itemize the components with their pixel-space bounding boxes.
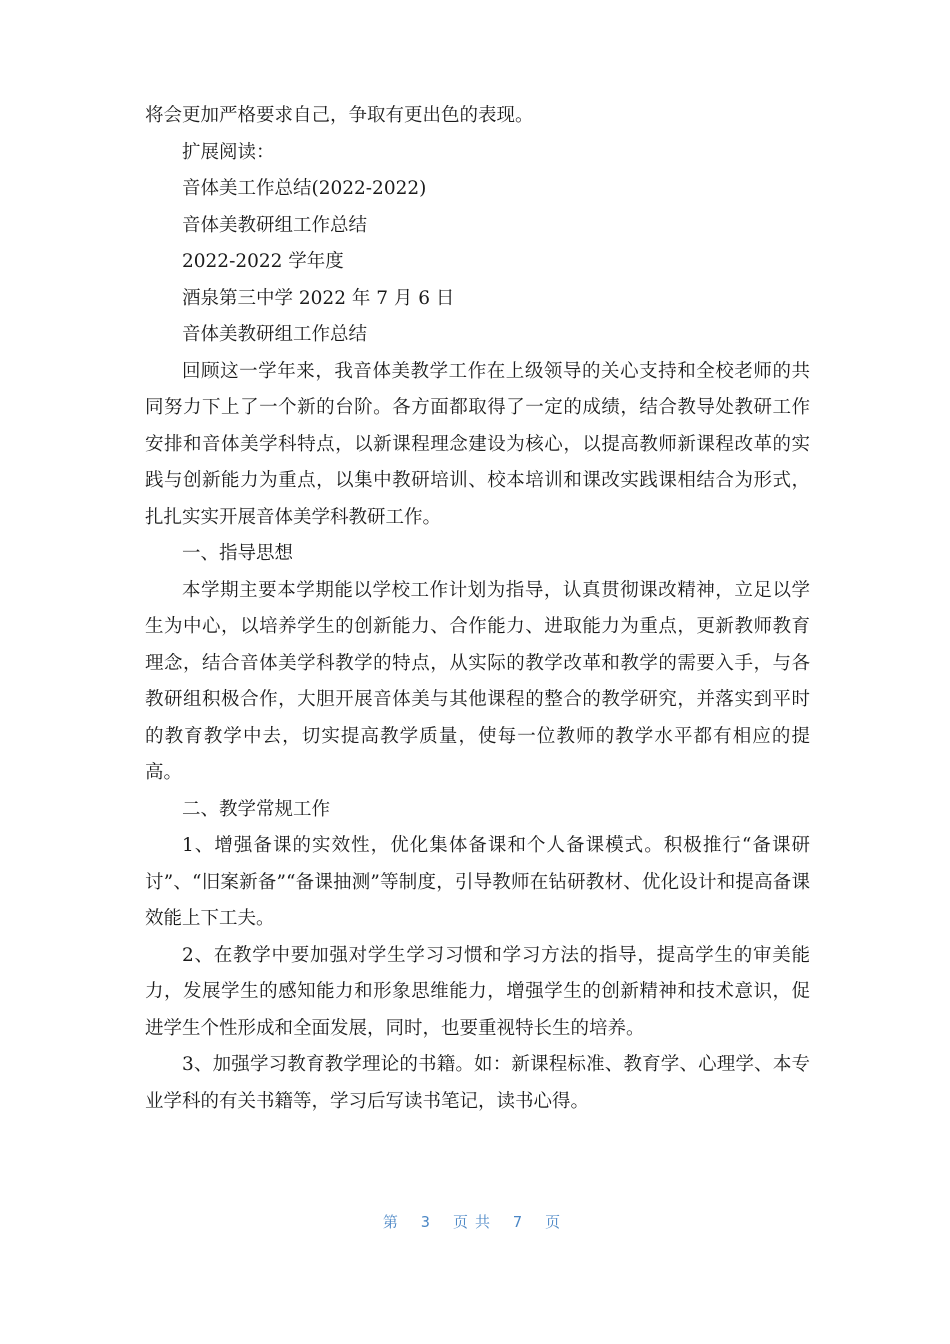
paragraph: 将会更加严格要求自己，争取有更出色的表现。 xyxy=(145,105,534,126)
paragraph: 扩展阅读： xyxy=(182,141,275,163)
page-number-footer: 第 3 页共 7 页 xyxy=(382,1213,568,1231)
section-heading: 二、教学常规工作 xyxy=(182,798,331,820)
document-body xyxy=(145,98,810,1120)
section-heading: 一、指导思想 xyxy=(182,543,294,564)
list-item: 3、加强学习教育教学理论的书籍。如：新课程标准、教育学、心理学、本专业学科的有关书籍等，学习后写读书笔记，读书心得。 xyxy=(145,1054,810,1112)
paragraph: 音体美工作总结(2022-2022) xyxy=(182,178,427,199)
paragraph: 回顾这一学年来，我音体美教学工作在上级领导的关心支持和全校老师的共同努力下上了一个新的台阶。各方面都取得了一定的成绩，结合教导处教研工作安排和音体美学科特点，以新课程理念建设为核心，以提高教师新课程改革的实践与创新能力为重点，以集中教研培训、校本培训和课改实践课相结合为形式，扎扎实实开展音体美学科教研工作。 xyxy=(145,360,810,528)
paragraph: 2022-2022 学年度 xyxy=(182,251,344,272)
paragraph: 音体美教研组工作总结 xyxy=(182,214,368,236)
list-item: 2、在教学中要加强对学生学习习惯和学习方法的指导，提高学生的审美能力，发展学生的感知能力和形象思维能力，增强学生的创新精神和技术意识，促进学生个性形成和全面发展，同时，也要重视特长生的培养。 xyxy=(145,944,810,1039)
list-item: 1、增强备课的实效性，优化集体备课和个人备课模式。积极推行“备课研讨”、“旧案新备”“备课抽测”等制度，引导教师在钻研教材、优化设计和提高备课效能上下工夫。 xyxy=(145,835,810,929)
paragraph: 酒泉第三中学 2022 年 7 月 6 日 xyxy=(182,287,455,309)
section-title: 音体美教研组工作总结 xyxy=(182,324,368,345)
paragraph: 本学期主要本学期能以学校工作计划为指导，认真贯彻课改精神，立足以学生为中心，以培养学生的创新能力、合作能力、进取能力为重点，更新教师教育理念，结合音体美学科教学的特点，从实际的教学改革和教学的需要入手，与各教研组积极合作，大胆开展音体美与其他课程的整合的教学研究，并落实到平时的教育教学中去，切实提高教学质量，使每一位教师的教学水平都有相应的提高。 xyxy=(145,579,810,783)
